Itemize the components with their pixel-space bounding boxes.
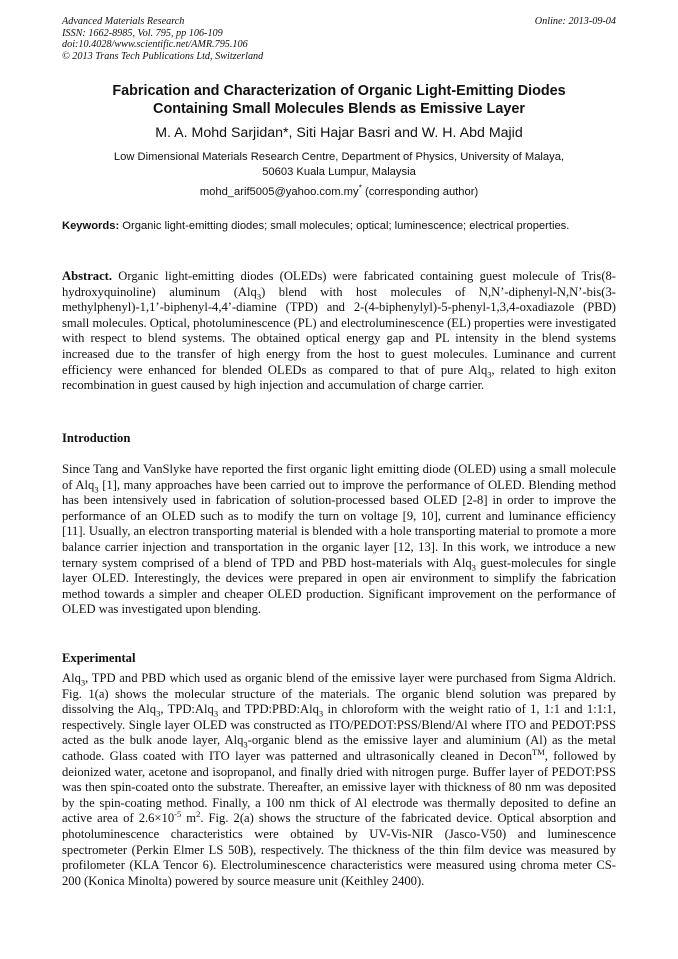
trademark-mark: TM (532, 746, 545, 757)
subscript: 3 (487, 369, 492, 380)
intro-text-3: guest-molecules for single layer OLED. Interestingly, the devices were prepared in open air environment to simplify the fabrication method towards a simpler and cheaper OLED production. Significant improvement on the performance of OLED was investigated upon blending. (62, 555, 616, 617)
introduction-heading: Introduction (62, 431, 131, 445)
abstract-text-2: ) blend with host molecules of N,N’-diphenyl-N,N’-bis(3-methylphenyl)-1,1’-biphenyl-4,4’-diamine (TPD) and 2-(4-biphenylyl)-5-phenyl-1,3,4-oxadiazole (PBD) small molecules. Optical, photoluminescence (PL) and electroluminescence (EL) properties were investigated with respect to blend systems. The obtained optical energy gap and PL intensity in the blend systems increased due to the transfer of high energy from the host to guest molecules. Luminance and current efficiency were enhanced for blended OLEDs as compared to that of pure Alq (62, 284, 616, 377)
doi-line: doi:10.4028/www.scientific.net/AMR.795.106 (62, 39, 248, 51)
title-line-2: Containing Small Molecules Blends as Emissive Layer (153, 101, 525, 117)
keywords-label: Keywords: (62, 220, 120, 232)
experimental-paragraph (62, 671, 616, 889)
subscript: 3 (318, 708, 324, 719)
exp-text-8: m (181, 811, 197, 826)
intro-text-1: Since Tang and VanSlyke have reported the first organic light emitting diode (OLED) using a small molecule of Alq (62, 462, 616, 492)
exponent: -5 (174, 809, 182, 820)
corresponding-mark: * (358, 182, 362, 193)
exp-text-2: , TPD and PBD which used as organic blend of the emissive layer were purchased from Sigma Aldrich. Fig. 1(a) shows the molecular structure of the materials. The organic blend solution was prepared by dissolving the Alq (62, 671, 616, 717)
exp-text-6: -organic blend as the emissive layer and aluminium (Al) as the metal cathode. Glass coated with ITO layer was patterned and ultrasonically cleaned in Decon (62, 733, 616, 763)
keywords (62, 219, 616, 235)
exp-text-1: Alq (62, 671, 81, 685)
exp-text-4: and TPD:PBD:Alq (218, 702, 319, 717)
abstract (62, 269, 616, 394)
abstract-text-3: , related to high exiton recombination in guest caused by high injection and accumulation of charge carrier. (62, 362, 616, 393)
subscript: 3 (256, 291, 262, 302)
exp-text-5: in chloroform with the weight ratio of 1, 1:1 and 1:1:1, respectively. Single layer OLED was constructed as ITO/PEDOT:PSS/Blend/Al where ITO and PEDOT:PSS acted as the bulk anode layer, Alq (62, 702, 616, 748)
journal-header (62, 16, 616, 62)
title-line-1: Fabrication and Characterization of Organic Light-Emitting Diodes (112, 83, 566, 99)
affiliation (62, 150, 616, 180)
experimental-heading: Experimental (62, 651, 136, 665)
email-note: (corresponding author) (361, 186, 479, 198)
email-address: mohd_arif5005@yahoo.com.my (199, 186, 359, 198)
abstract-text-1: Organic light-emitting diodes (OLEDs) were fabricated containing guest molecule of Tris(8-hydroxyquinoline) aluminum (Alq (62, 269, 616, 299)
affiliation-line-1: Low Dimensional Materials Research Centre, Department of Physics, University of Malaya, (113, 151, 565, 163)
affiliation-line-2: 50603 Kuala Lumpur, Malaysia (262, 166, 416, 178)
keywords-text: Organic light-emitting diodes; small molecules; optical; luminescence; electrical properties. (119, 220, 570, 232)
exp-text-7: , followed by deionized water, acetone and isopropanol, and finally dried with nitrogen purge. Buffer layer of PEDOT:PSS was then spin-coated onto the substrate. Thereafter, an emissive layer with thickness of 80 nm was deposited by the spin-coating method. Finally, a 100 nm thick of Al electrode was thermally deposited to define an active area of 2.6×10 (62, 748, 617, 826)
subscript: 3 (213, 708, 219, 719)
online-date: Online: 2013-09-04 (534, 16, 616, 27)
author-list: M. A. Mohd Sarjidan*, Siti Hajar Basri and W. H. Abd Majid (155, 125, 523, 141)
journal-name: Advanced Materials Research (62, 16, 185, 27)
subscript: 3 (80, 677, 86, 688)
corresponding-email (62, 182, 616, 200)
exp-text-9: . Fig. 2(a) shows the structure of the fabricated device. Optical absorption and photoluminescence characteristics were obtained by UV-Vis-NIR (Jasco-V50) and luminescence spectrometer (Perkin Elmer LS 50B), respectively. The thickness of the thin film device was measured by profilometer (KLA Tencor 6). Electroluminescence characteristics were measured using chroma meter CS-200 (Konica Minolta) powered by source measure unit (Keithley 2400). (62, 811, 616, 888)
subscript: 3 (243, 739, 248, 750)
introduction-paragraph (62, 462, 616, 618)
subscript: 3 (471, 562, 476, 573)
subscript: 3 (94, 484, 99, 495)
exp-text-3: , TPD:Alq (160, 702, 214, 717)
square-exponent: 2 (196, 809, 201, 820)
copyright-line: © 2013 Trans Tech Publications Ltd, Switzerland (62, 50, 264, 62)
abstract-label: Abstract. (62, 269, 113, 283)
issn-line: ISSN: 1662-8985, Vol. 795, pp 106-109 (62, 27, 223, 39)
intro-text-2: [1], many approaches have been carried out to improve the performance of OLED. Blending method has been intensively used in fabrication of solution-processed based OLED [2-8] in order to improve the performance of an OLED such as to modify the turn on voltage [9, 10], current and luminance efficiency [11]. Usually, an electron transporting material is blended with a hole transporting material to promote a more balance carrier injection and transportation in the organic layer [12, 13]. In this work, we introduce a new ternary system comprised of a blend of TPD and PBD host-materials with Alq (62, 477, 616, 570)
subscript: 3 (156, 708, 161, 719)
paper-title (62, 82, 616, 118)
